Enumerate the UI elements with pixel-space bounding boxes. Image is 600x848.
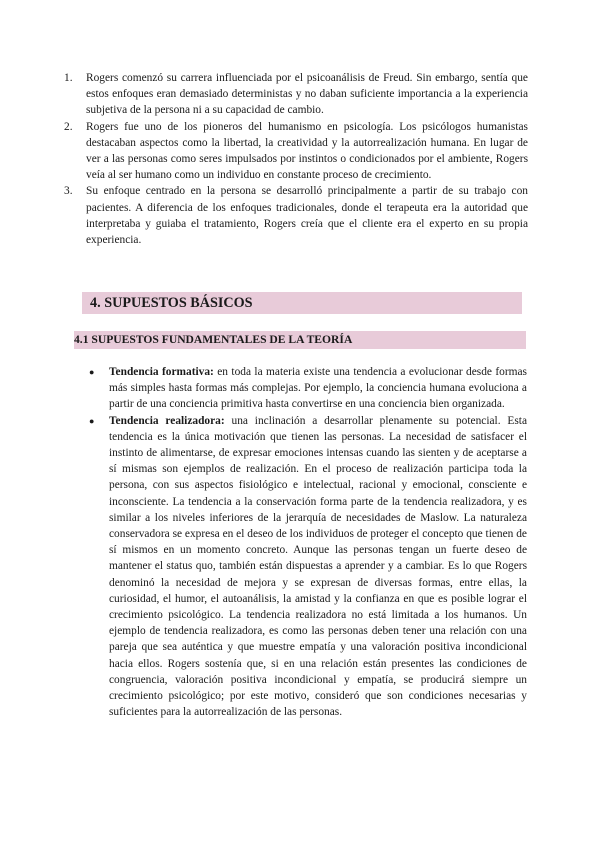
list-item (64, 119, 528, 184)
intro-numbered-list (64, 70, 528, 248)
list-item (64, 70, 528, 119)
subsection-heading: 4.1 SUPUESTOS FUNDAMENTALES DE LA TEORÍA (74, 331, 526, 349)
bullet-term: Tendencia realizadora: (109, 414, 225, 427)
list-item (89, 413, 527, 721)
list-item-text: Rogers fue uno de los pioneros del humanismo en psicología. Los psicólogos humanistas destacaban aspectos como la libertad, la creatividad y la autorrealización humana. En lugar de ver a las personas como seres impulsados por instintos o condicionados por el ambiente, Rogers veía al ser humano como un individuo en constante proceso de crecimiento. (86, 120, 528, 182)
bullet-icon: ● (89, 367, 95, 377)
list-item-number: 1. (64, 72, 73, 84)
assumptions-bullet-list (89, 364, 527, 720)
list-item-text: Su enfoque centrado en la persona se desarrolló principalmente a partir de su trabajo con pacientes. A diferencia de los enfoques tradicionales, donde el terapeuta era la autoridad que interpretaba y guiaba el tratamiento, Rogers creía que el cliente era el experto en su propia experiencia. (86, 185, 528, 247)
bullet-icon: ● (89, 415, 95, 426)
bullet-text: en toda la materia existe una tendencia a evolucionar desde formas más simples hasta formas más complejas. Por ejemplo, la conciencia humana evoluciona a partir de una conciencia primitiva hasta convertirse en una conciencia bien organizada. (109, 366, 527, 411)
section-heading: 4. SUPUESTOS BÁSICOS (82, 292, 522, 314)
list-item-text: Rogers comenzó su carrera influenciada por el psicoanálisis de Freud. Sin embargo, sentía que estos enfoques eran demasiado deterministas y no daban suficiente importancia a la experiencia subjetiva de la persona ni a su capacidad de cambio. (86, 72, 528, 117)
bullet-term: Tendencia formativa: (109, 366, 214, 378)
bullet-text: una inclinación a desarrollar plenamente su potencial. Esta tendencia es la única motivación que tienen las personas. La necesidad de satisfacer el instinto de alimentarse, de expresar emociones intensas cuando las sienten y de aceptarse a sí mismas son ejemplos de realización. En el proceso de realización participa toda la persona, con sus aspectos fisiológico e intelectual, racional y emocional, consciente e inconsciente. La tendencia a la conservación forma parte de la tendencia realizadora, y es similar a los niveles inferiores de la jerarquía de necesidades de Maslow. La naturaleza conservadora se expresa en el deseo de los individuos de proteger el concepto que tienen de sí mismos en un momento concreto. Aunque las personas tengan un fuerte deseo de mantener el status quo, también están dispuestas a aprender y a cambiar. Es lo que Rogers denominó la necesidad de mejora y se expresan de diversas formas, entre ellas, la curiosidad, el humor, el autoanálisis, la amistad y la confianza en que es posible lograr el crecimiento psicológico. La tendencia realizadora no está limitada a los humanos. Un ejemplo de tendencia realizadora, es como las personas deben tener una relación con una pareja que sea auténtica y que muestre empatía y una valoración positiva incondicional hacia ellos. Rogers sostenía que, si en una relación están presentes las condiciones de congruencia, valoración positiva incondicional y empatía, se producirá siempre un crecimiento psicológico; por este motivo, consideró que son condiciones necesarias y suficientes para la autorrealización de las personas. (109, 414, 527, 719)
list-item (64, 183, 528, 248)
list-item-number: 3. (64, 185, 73, 198)
list-item-number: 2. (64, 120, 73, 133)
list-item (89, 364, 527, 413)
